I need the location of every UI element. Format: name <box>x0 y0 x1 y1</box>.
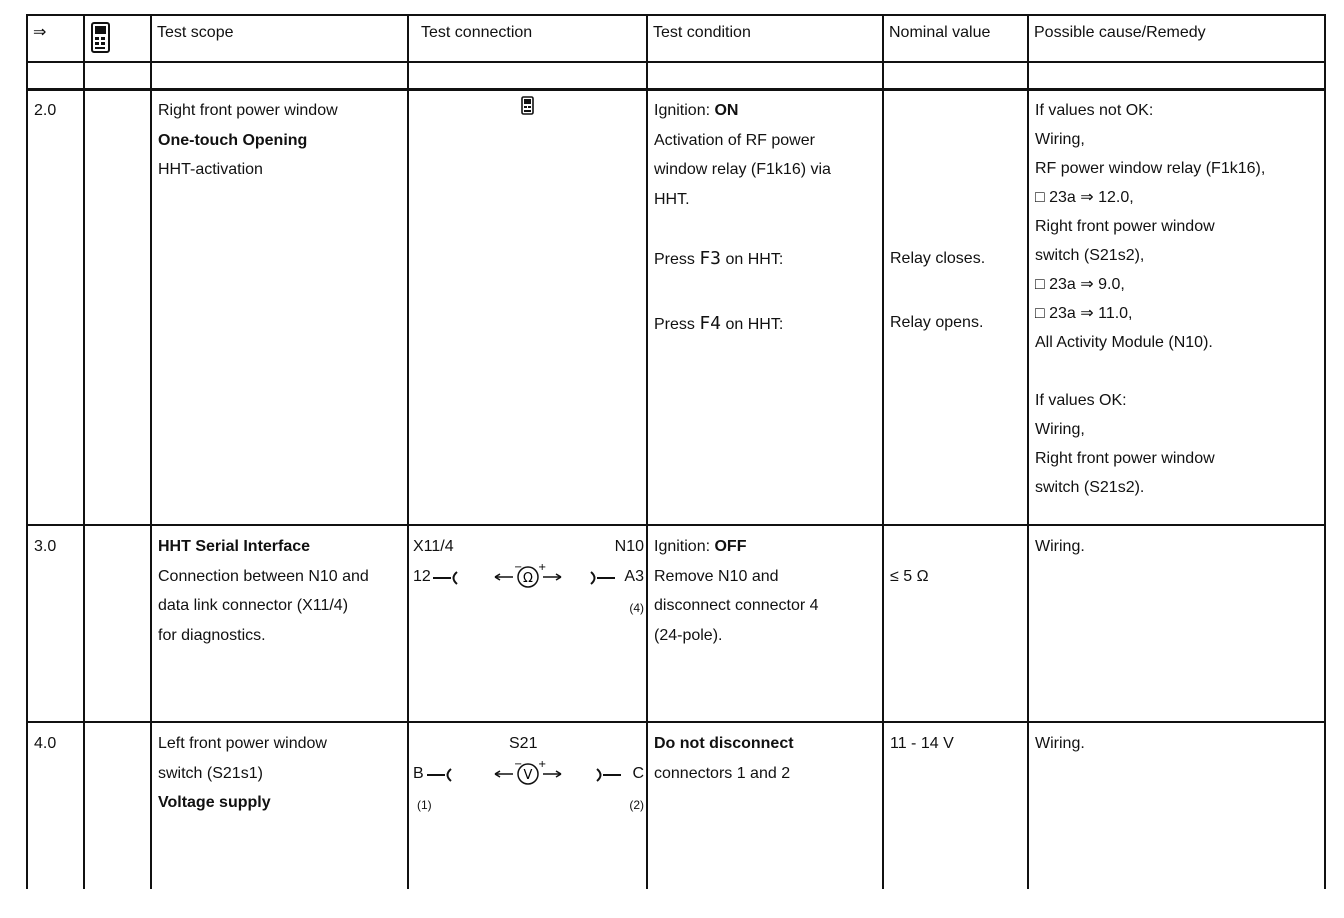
test-scope: Left front power window switch (S21s1) Voltage supply <box>158 735 327 811</box>
test-scope: HHT Serial Interface Connection between N10 and data link connector (X11/4) for diagnostics. <box>158 538 369 644</box>
connector-left-label: X11/4 <box>413 538 454 555</box>
test-table <box>26 88 1326 889</box>
step-number: 4.0 <box>34 735 57 752</box>
step-number: 2.0 <box>34 102 57 119</box>
test-condition: Ignition: ON Activation of RF power window relay (F1k16) via HHT. Press F3 on HHT: Press F4 on HHT: <box>654 102 831 334</box>
svg-text:+: + <box>538 564 547 573</box>
f4-key: F4 <box>699 312 722 334</box>
f3-key: F3 <box>699 248 722 269</box>
plug-right-icon <box>589 570 615 586</box>
col-test-condition: Test condition <box>653 24 751 41</box>
test-condition: Do not disconnect connectors 1 and 2 <box>654 735 794 782</box>
nominal-value: 11 - 14 V <box>890 735 954 752</box>
test-scope: Right front power window One-touch Opening HHT-activation <box>158 102 338 178</box>
header-table <box>26 14 1326 91</box>
right-connector-number: (4) <box>629 601 644 615</box>
hht-device-icon <box>90 22 112 54</box>
col-test-connection: Test connection <box>421 24 533 41</box>
hht-device-icon <box>521 96 535 116</box>
right-pin: A3 <box>624 568 644 585</box>
table-row <box>27 722 1325 889</box>
component-label: S21 <box>509 735 538 752</box>
svg-text:−: − <box>514 761 523 770</box>
left-pin: B <box>413 765 424 782</box>
svg-text:+: + <box>538 761 547 770</box>
possible-cause: If values not OK: Wiring, RF power window relay (F1k16), □ 23a ⇒ 12.0, Right front power window switch (S21s2), □ 23a ⇒ 9.0, □ 23a ⇒ 11.0, All Activity Module (N10). If values OK: Wiring, Right front power window switch (S21s2). <box>1035 102 1266 496</box>
connection-diagram <box>409 526 646 646</box>
left-connector-number: (1) <box>417 798 432 812</box>
right-pin: C <box>632 765 644 782</box>
left-pin: 12 <box>413 568 431 585</box>
svg-text:Ω: Ω <box>523 571 533 586</box>
arrow-icon: ⇒ <box>33 24 47 41</box>
col-test-scope: Test scope <box>157 24 234 41</box>
plug-left-icon <box>427 767 453 783</box>
plug-right-icon <box>595 767 621 783</box>
voltmeter-icon <box>493 761 563 787</box>
table-row <box>27 89 1325 525</box>
connection-diagram <box>409 723 646 843</box>
col-nominal-value: Nominal value <box>889 24 991 41</box>
possible-cause: Wiring. <box>1035 735 1085 752</box>
right-connector-number: (2) <box>629 798 644 812</box>
plug-left-icon <box>433 570 459 586</box>
col-possible-cause: Possible cause/Remedy <box>1034 24 1206 41</box>
test-condition: Ignition: OFF Remove N10 and disconnect connector 4 (24-pole). <box>654 538 819 644</box>
ohmmeter-icon <box>493 564 563 590</box>
possible-cause: Wiring. <box>1035 538 1085 555</box>
svg-text:−: − <box>514 564 523 573</box>
step-number: 3.0 <box>34 538 57 555</box>
svg-text:V: V <box>523 768 533 783</box>
nominal-value: Relay closes. Relay opens. <box>890 250 986 331</box>
connector-right-label: N10 <box>614 538 644 555</box>
table-row <box>27 525 1325 722</box>
nominal-value: ≤ 5 Ω <box>890 567 929 585</box>
